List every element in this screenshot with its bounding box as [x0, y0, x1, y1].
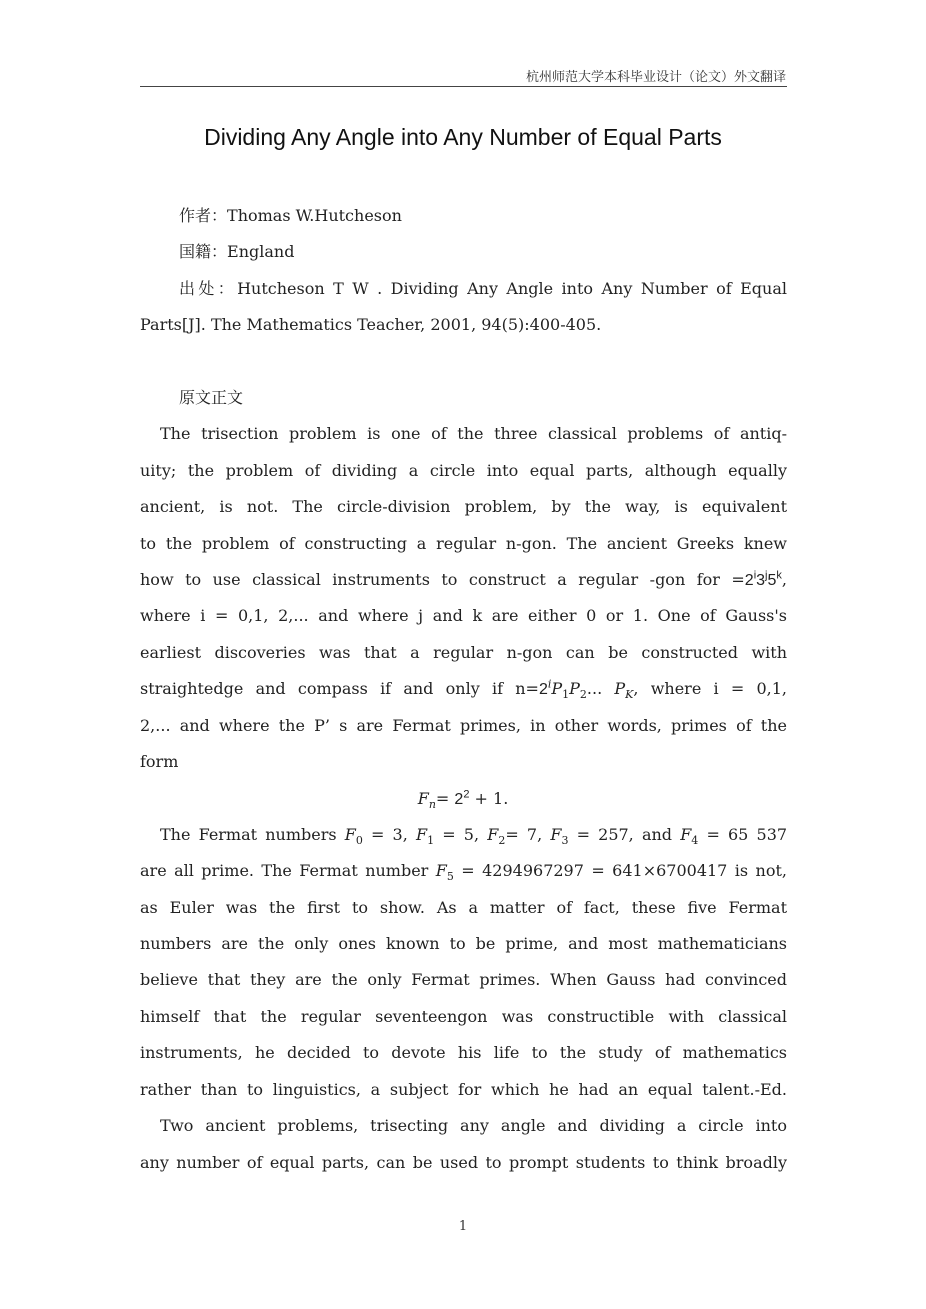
para2-line-1: The Fermat numbers $F_0 = 3$, $F_1 = 5$, $F_2= 7$, $F_3 = 257$, and $F_4 = 65$ 537 [160, 825, 788, 848]
para2-line-3: as Euler was the first to show. As a matter of fact, these five Fermat [140, 898, 787, 917]
source-text-1: Hutcheson T W . Dividing Any Angle into Any Number of Equal [237, 279, 787, 298]
header-rule [140, 86, 787, 87]
para1-line-6: where i = 0,1, 2,... and where j and k are either 0 or 1. One of Gauss's [140, 606, 787, 625]
para1-line-5: how to use classical instruments to construct a regular -gon for $=2^i3^j5^k$, [140, 569, 787, 589]
para3-line-2: any number of equal parts, can be used to prompt students to think broadly [140, 1153, 787, 1172]
para2-line-4: numbers are the only ones known to be prime, and most mathematicians [140, 934, 787, 953]
nationality-line [179, 242, 787, 262]
source-label: 出处： [179, 279, 238, 298]
para2-line-6: himself that the regular seventeengon was constructible with classical [140, 1007, 787, 1026]
para1-line-8: straightedge and compass if and only if $n=2^iP_1P_2$... $P_K$, where i = 0,1, [140, 677, 788, 702]
para1-line-2: uity; the problem of dividing a circle into equal parts, although equally [140, 461, 787, 480]
fermat-formula: $F_n= 2^2 + 1$. [417, 788, 509, 812]
para2-line-7: instruments, he decided to devote his life to the study of mathematics [140, 1043, 787, 1062]
article-title: Dividing Any Angle into Any Number of Equal Parts [204, 124, 722, 150]
para2-line-2: are all prime. The Fermat number $F_5 = 4294967297 = 641\times 6700417$ is not, [140, 861, 787, 884]
para1-line-9: 2,... and where the P’ s are Fermat primes, in other words, primes of the [140, 716, 787, 735]
para1-line-7: earliest discoveries was that a regular n-gon can be constructed with [140, 643, 787, 662]
para1-line-5-text: how to use classical instruments to construct a regular -gon for = [140, 570, 745, 589]
author-name: Thomas W.Hutcheson [227, 206, 402, 225]
para1-line-3: ancient, is not. The circle-division problem, by the way, is equivalent [140, 497, 787, 516]
para2-line-5: believe that they are the only Fermat primes. When Gauss had convinced [140, 970, 787, 989]
section-heading: 原文正文 [179, 388, 244, 407]
formula-2i3j5k: 2$^i$3$^j$5$^k$ [744, 569, 782, 589]
source-line-1 [179, 279, 787, 299]
source-line-2: Parts[J]. The Mathematics Teacher, 2001, 94(5):400-405. [140, 315, 602, 334]
formula-gauss-product: $2^iP_1P_2$... $P_K$ [538, 677, 634, 702]
running-header: 杭州师范大学本科毕业设计（论文）外文翻译 [525, 70, 786, 85]
para1-line-10: form [140, 752, 179, 771]
author-line [179, 206, 787, 226]
para2-line-8: rather than to linguistics, a subject for which he had an equal talent.-Ed. [140, 1080, 787, 1099]
nationality-value: England [227, 242, 295, 261]
author-label: 作者： [179, 206, 228, 225]
para1-line-1: The trisection problem is one of the three classical problems of antiq- [160, 424, 787, 443]
para1-line-8-text: straightedge and compass if and only if n= [140, 679, 539, 698]
para3-line-1: Two ancient problems, trisecting any angle and dividing a circle into [160, 1116, 787, 1135]
page-number: 1 [458, 1219, 468, 1234]
para1-line-4: to the problem of constructing a regular n-gon. The ancient Greeks knew [140, 534, 787, 553]
nationality-label: 国籍： [179, 242, 228, 261]
